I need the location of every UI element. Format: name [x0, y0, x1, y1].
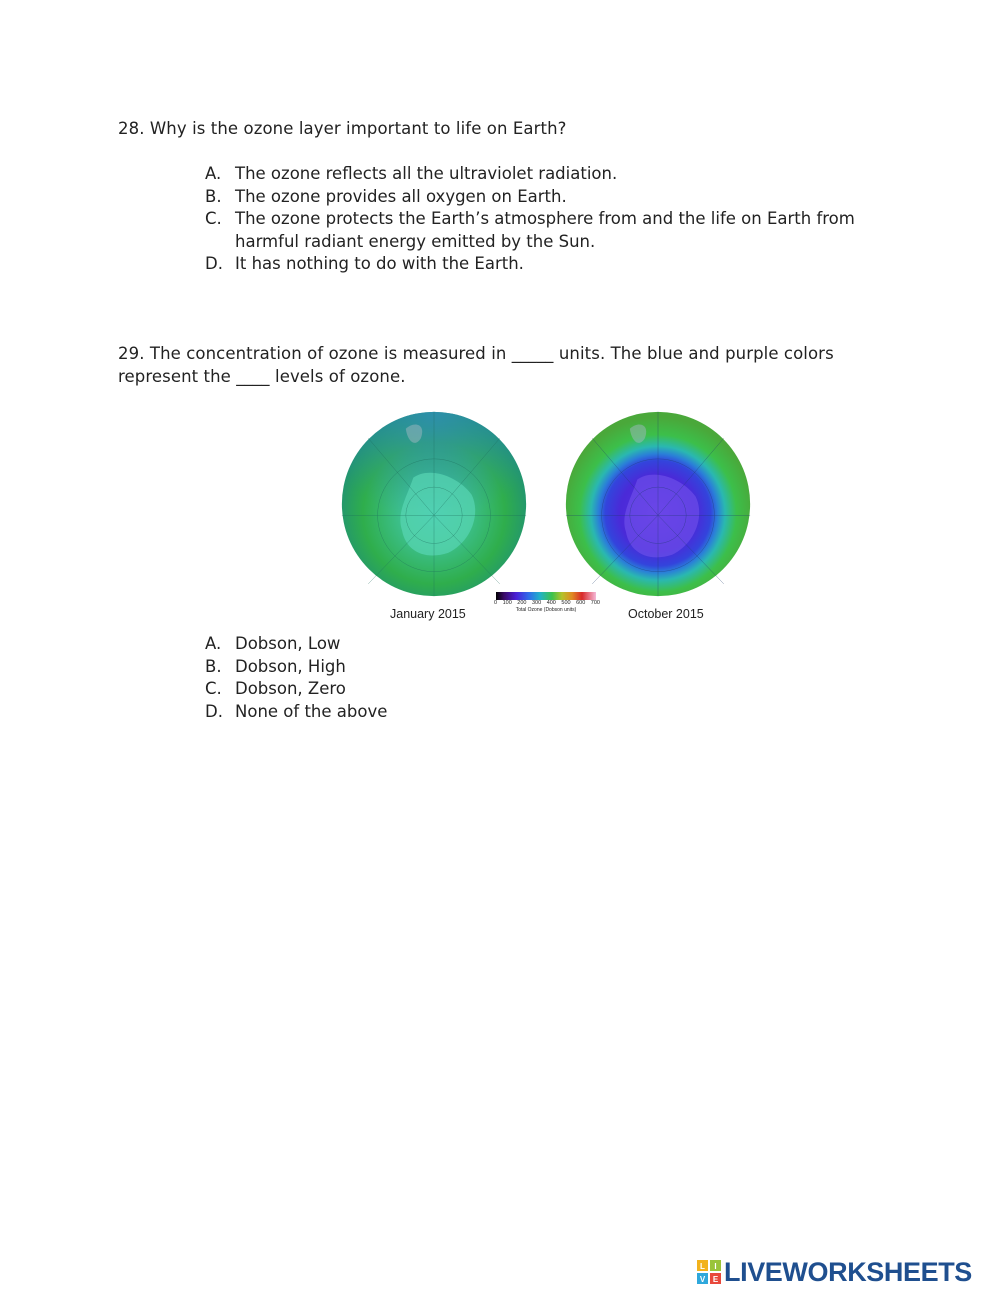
option-letter: D.: [205, 254, 223, 273]
colorbar-tick: 500: [561, 600, 571, 606]
colorbar-tick: 0: [494, 600, 498, 606]
logo-text: LIVEWORKSHEETS: [724, 1257, 972, 1287]
colorbar-tick: 200: [517, 600, 527, 606]
question-29-options: [205, 633, 855, 723]
q28-option-c[interactable]: [205, 208, 855, 253]
option-text: It has nothing to do with the Earth.: [235, 254, 524, 273]
option-letter: D.: [205, 701, 223, 721]
svg-text:L: L: [700, 1262, 705, 1271]
q29-option-d[interactable]: [205, 701, 855, 724]
question-28-stem: 28. Why is the ozone layer important to life on Earth?: [118, 119, 567, 138]
colorbar-tick: 100: [502, 600, 512, 606]
svg-text:E: E: [712, 1275, 719, 1284]
q29-option-b[interactable]: [205, 656, 855, 679]
colorbar-tick: 300: [531, 600, 542, 606]
colorbar-tick: 400: [546, 600, 556, 606]
option-text: Dobson, Zero: [235, 679, 346, 698]
svg-text:I: I: [714, 1262, 717, 1271]
q28-option-b[interactable]: [205, 186, 855, 209]
option-text: None of the above: [235, 701, 388, 721]
ozone-colorbar: [496, 592, 596, 600]
globe-january-2015: [340, 410, 528, 598]
option-text: The ozone provides all oxygen on Earth.: [235, 186, 567, 206]
option-letter: B.: [205, 186, 222, 206]
svg-text:V: V: [699, 1275, 706, 1284]
caption-october: October 2015: [628, 607, 704, 621]
option-letter: C.: [205, 679, 222, 698]
ozone-figure: [330, 403, 760, 628]
colorbar-label: Total Ozone (Dobson units): [515, 607, 577, 613]
q28-option-d[interactable]: [205, 253, 855, 276]
option-letter: A.: [205, 164, 222, 183]
option-text: Dobson, Low: [235, 634, 341, 653]
logo-mark-icon: [697, 1260, 721, 1284]
globe-october-2015: [564, 410, 752, 598]
caption-january: January 2015: [390, 607, 466, 621]
option-letter: C.: [205, 209, 222, 228]
option-text: The ozone protects the Earth’s atmosphere from and the life on Earth from harmful radiant energy emitted by the Sun.: [235, 209, 855, 251]
question-28-options: [205, 163, 855, 276]
colorbar-ticks: [494, 600, 600, 606]
liveworksheets-logo[interactable]: [697, 1258, 972, 1286]
option-letter: B.: [205, 656, 222, 676]
option-text: The ozone reflects all the ultraviolet radiation.: [235, 164, 618, 183]
option-letter: A.: [205, 634, 222, 653]
q29-option-a[interactable]: [205, 633, 855, 656]
question-29-stem: 29. The concentration of ozone is measured in _____ units. The blue and purple colors represent the ____ levels of ozone.: [118, 344, 834, 386]
q28-option-a[interactable]: [205, 163, 855, 186]
colorbar-tick: 700: [590, 600, 600, 606]
colorbar-tick: 600: [576, 600, 586, 606]
q29-option-c[interactable]: [205, 678, 855, 701]
option-text: Dobson, High: [235, 656, 346, 676]
